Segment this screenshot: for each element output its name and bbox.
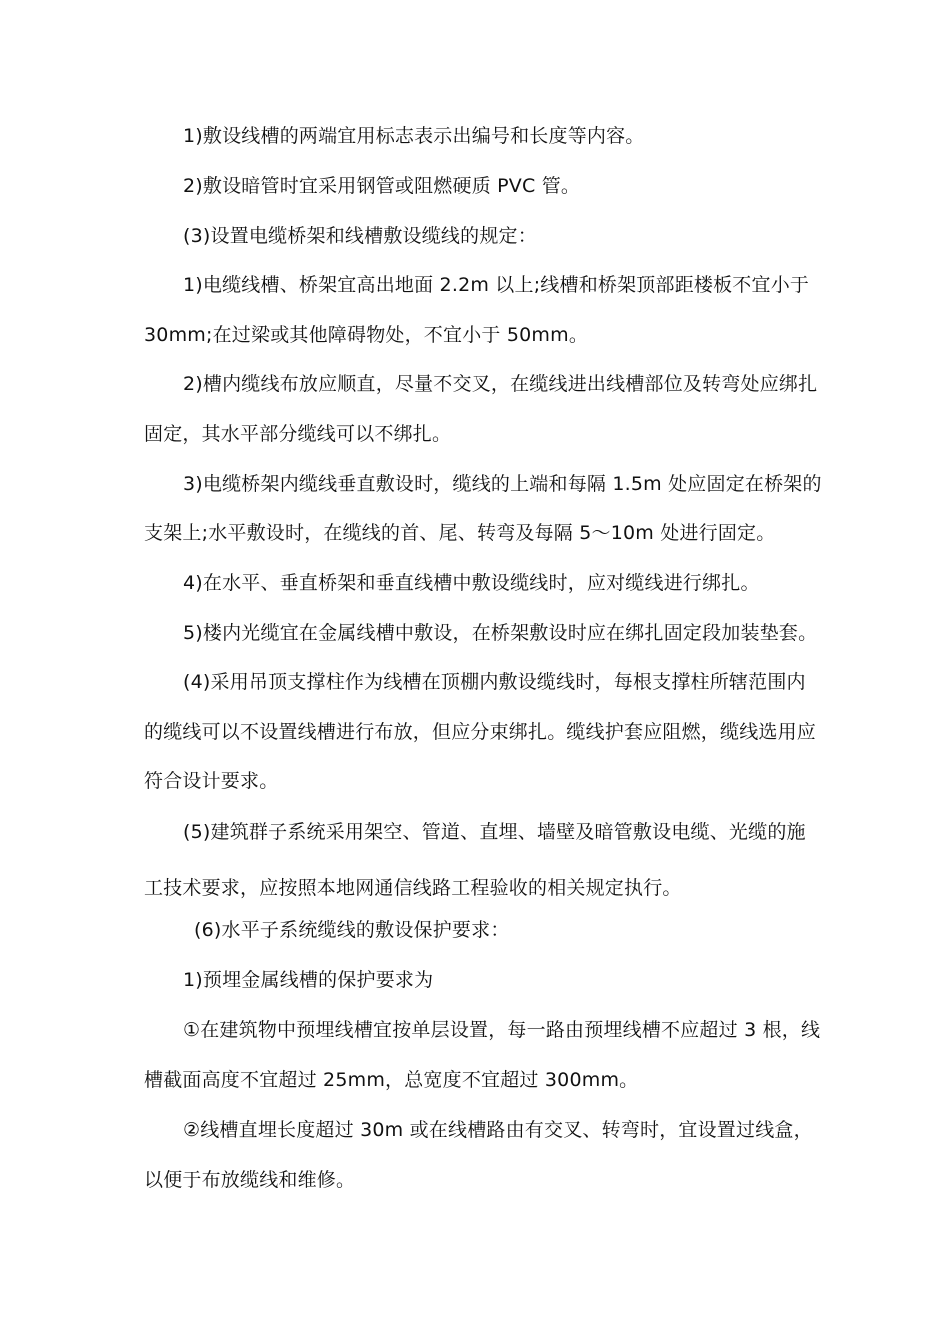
text-line: 2)槽内缆线布放应顺直，尽量不交叉，在缆线进出线槽部位及转弯处应绑扎 bbox=[183, 373, 818, 395]
text-line: 的缆线可以不设置线槽进行布放，但应分束绑扎。缆线护套应阻燃，缆线选用应 bbox=[144, 721, 817, 743]
text-line: 4)在水平、垂直桥架和垂直线槽中敷设缆线时，应对缆线进行绑扎。 bbox=[183, 572, 760, 594]
text-line: 3)电缆桥架内缆线垂直敷设时，缆线的上端和每隔 1.5m 处应固定在桥架的 bbox=[183, 473, 822, 495]
text-line: ②线槽直埋长度超过 30m 或在线槽路由有交叉、转弯时，宜设置过线盒， bbox=[183, 1119, 813, 1141]
text-line: 1)电缆线槽、桥架宜高出地面 2.2m 以上;线槽和桥架顶部距楼板不宜小于 bbox=[183, 274, 810, 296]
text-line: (5)建筑群子系统采用架空、管道、直埋、墙壁及暗管敷设电缆、光缆的施 bbox=[183, 821, 806, 843]
text-line: 2)敷设暗管时宜采用钢管或阻燃硬质 PVC 管。 bbox=[183, 175, 581, 197]
text-line: 槽截面高度不宜超过 25mm，总宽度不宜超过 300mm。 bbox=[144, 1069, 639, 1091]
text-line: (3)设置电缆桥架和线槽敷设缆线的规定： bbox=[183, 225, 537, 247]
text-line: (4)采用吊顶支撑柱作为线槽在顶棚内敷设缆线时，每根支撑柱所辖范围内 bbox=[183, 671, 806, 693]
text-line: 30mm;在过梁或其他障碍物处，不宜小于 50mm。 bbox=[144, 324, 589, 346]
text-line: 1)敷设线槽的两端宜用标志表示出编号和长度等内容。 bbox=[183, 125, 645, 147]
text-line: ①在建筑物中预埋线槽宜按单层设置，每一路由预埋线槽不应超过 3 根，线 bbox=[183, 1019, 821, 1041]
text-line: (6)水平子系统缆线的敷设保护要求： bbox=[194, 919, 510, 941]
text-line: 以便于布放缆线和维修。 bbox=[144, 1169, 356, 1191]
text-line: 5)楼内光缆宜在金属线槽中敷设，在桥架敷设时应在绑扎固定段加装垫套。 bbox=[183, 622, 818, 644]
text-line: 固定，其水平部分缆线可以不绑扎。 bbox=[144, 423, 452, 445]
text-line: 工技术要求，应按照本地网通信线路工程验收的相关规定执行。 bbox=[144, 877, 682, 899]
text-line: 1)预埋金属线槽的保护要求为 bbox=[183, 969, 434, 991]
text-line: 支架上;水平敷设时，在缆线的首、尾、转弯及每隔 5～10m 处进行固定。 bbox=[144, 522, 776, 544]
text-line: 符合设计要求。 bbox=[144, 770, 279, 792]
